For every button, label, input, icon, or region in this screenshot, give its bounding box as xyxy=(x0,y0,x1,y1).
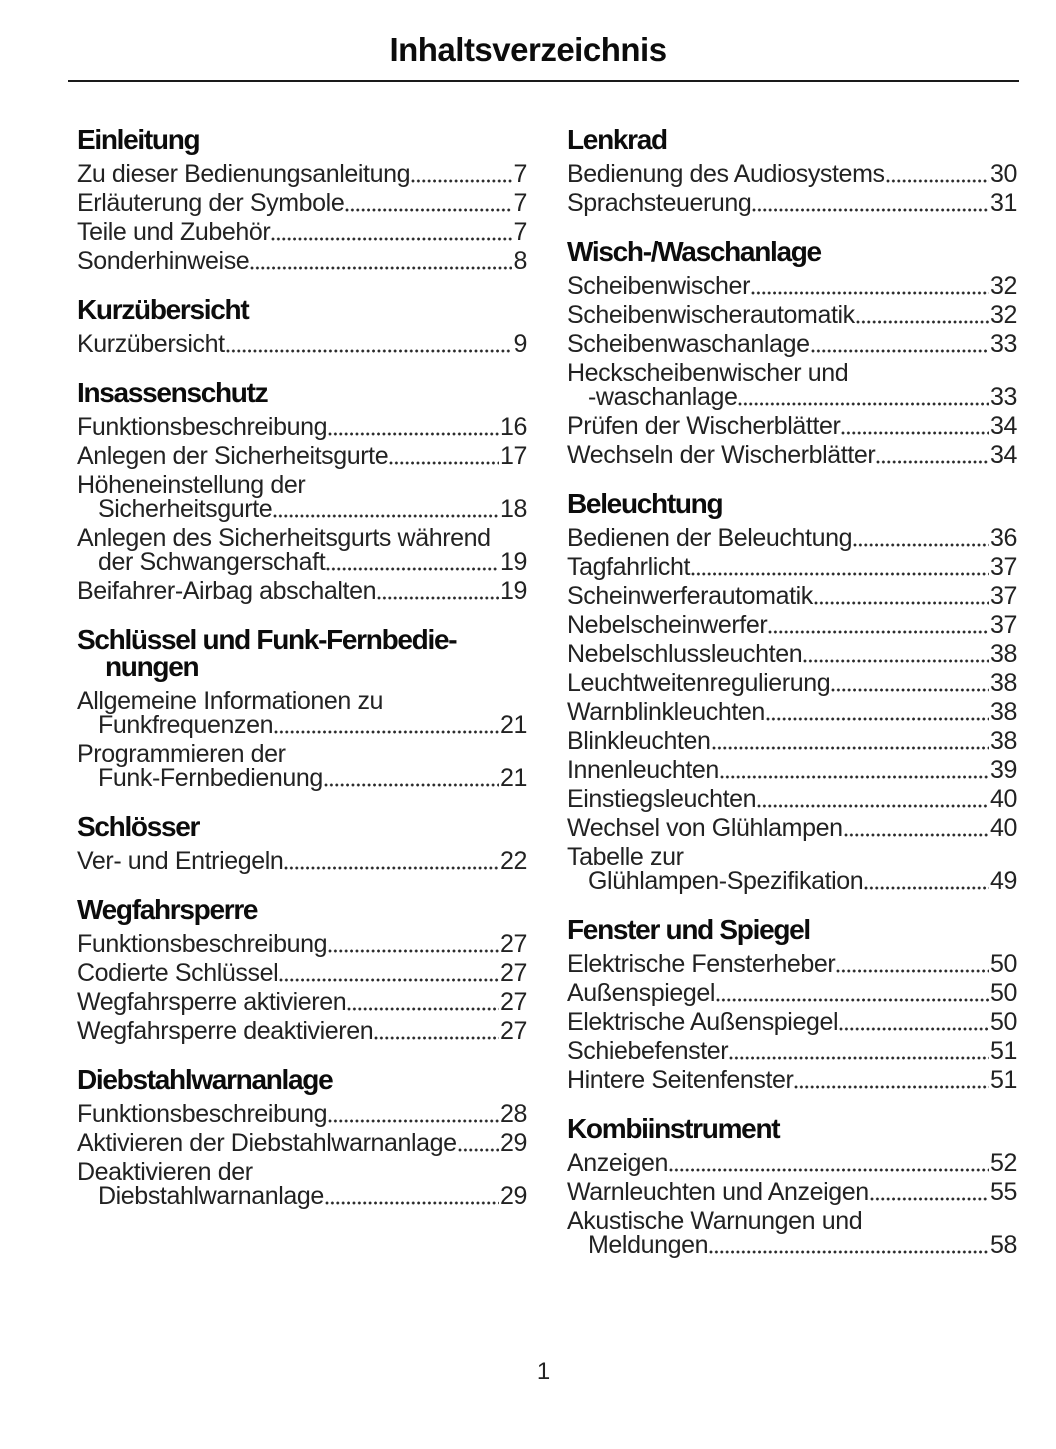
toc-entry-row xyxy=(567,1039,1017,1063)
toc-entry-label: Zu dieser Bedienungsanleitung xyxy=(77,160,411,188)
toc-entry-label: Anlegen der Sicherheitsgurte xyxy=(77,442,389,470)
toc-entry-row xyxy=(77,1102,527,1126)
section-heading xyxy=(567,126,1017,153)
toc-entry-label: Scheibenwischerautomatik xyxy=(567,301,855,329)
toc-entry-label: der Schwangerschaft xyxy=(98,548,326,576)
toc-entry-page: 37 xyxy=(989,553,1017,581)
toc-entry-label: Elektrische Fensterheber xyxy=(567,950,836,978)
leader-dots xyxy=(410,162,513,186)
toc-entry-row xyxy=(567,700,1017,724)
toc-entry-row xyxy=(567,787,1017,811)
toc-entry-page: 34 xyxy=(989,441,1017,469)
toc-entry xyxy=(77,961,527,985)
toc-entry-row xyxy=(567,1068,1017,1092)
leader-dots xyxy=(869,1180,990,1204)
leader-dots xyxy=(835,952,990,976)
toc-entry-page: 29 xyxy=(499,1129,527,1157)
toc-entry-row xyxy=(567,162,1017,186)
toc-entry-label: Sprachsteuerung xyxy=(567,189,752,217)
toc-entry-page: 39 xyxy=(989,756,1017,784)
toc-entry-label: Wechsel von Glühlampen xyxy=(567,814,843,842)
toc-entry-row xyxy=(567,526,1017,550)
toc-entry-label: Funktionsbeschreibung xyxy=(77,1100,328,1128)
toc-entry xyxy=(567,443,1017,467)
section-heading-line: Lenkrad xyxy=(567,124,667,155)
toc-entry-page: 37 xyxy=(989,611,1017,639)
section-heading-line: Beleuchtung xyxy=(567,488,723,519)
toc-entry xyxy=(567,191,1017,215)
section-heading-line: Schlüssel und Funk-Fernbedie- xyxy=(77,624,457,655)
toc-entry-label: Aktivieren der Diebstahlwarnanlage xyxy=(77,1129,457,1157)
toc-entry-label: Programmieren der xyxy=(77,740,286,768)
toc-entry-page: 33 xyxy=(989,330,1017,358)
toc-entry-row xyxy=(77,444,527,468)
toc-entry-row xyxy=(77,849,527,873)
toc-entry-page: 27 xyxy=(499,930,527,958)
toc-entry xyxy=(567,555,1017,579)
leader-dots xyxy=(270,220,513,244)
leader-dots xyxy=(668,1151,990,1175)
toc-entry xyxy=(567,414,1017,438)
toc-entry-label: Meldungen xyxy=(588,1231,709,1259)
toc-entry-page: 28 xyxy=(499,1100,527,1128)
toc-entry xyxy=(567,361,1017,409)
toc-entry-page: 16 xyxy=(499,413,527,441)
toc-entry-page: 30 xyxy=(989,160,1017,188)
toc-entry xyxy=(567,845,1017,893)
leader-dots xyxy=(249,249,513,273)
toc-entry-row xyxy=(567,443,1017,467)
toc-entry-row xyxy=(567,613,1017,637)
toc-entry-label: Funktionsbeschreibung xyxy=(77,930,328,958)
toc-entry-row xyxy=(77,766,527,790)
toc-entry-label: Heckscheibenwischer und xyxy=(567,359,849,387)
toc-entry-page: 27 xyxy=(499,1017,527,1045)
toc-entry-page: 37 xyxy=(989,582,1017,610)
toc-entry-row xyxy=(567,274,1017,298)
leader-dots xyxy=(830,671,990,695)
toc-entry-label: Elektrische Außenspiegel xyxy=(567,1008,839,1036)
leader-dots xyxy=(323,766,500,790)
toc-entry-page: 55 xyxy=(989,1178,1017,1206)
toc-entry xyxy=(567,952,1017,976)
toc-section xyxy=(77,379,527,603)
toc-entry-label: Bedienung des Audiosystems xyxy=(567,160,885,188)
toc-entry-label: Einstiegsleuchten xyxy=(567,785,757,813)
toc-entry xyxy=(567,758,1017,782)
toc-entry-row xyxy=(567,332,1017,356)
toc-entry-page: 50 xyxy=(989,979,1017,1007)
toc-entry-page: 51 xyxy=(989,1037,1017,1065)
toc-entry-page: 19 xyxy=(499,577,527,605)
toc-entry-row xyxy=(77,1019,527,1043)
leader-dots xyxy=(838,1010,990,1034)
toc-entry-row xyxy=(77,191,527,215)
toc-entry-page: 51 xyxy=(989,1066,1017,1094)
toc-entry xyxy=(567,526,1017,550)
toc-entry-label: Schiebefenster xyxy=(567,1037,729,1065)
toc-entry-label: Sicherheitsgurte xyxy=(98,495,273,523)
toc-entry-row xyxy=(77,1184,527,1208)
toc-section xyxy=(77,626,527,790)
toc-entry-page: 32 xyxy=(989,272,1017,300)
toc-section xyxy=(77,296,527,356)
toc-entry xyxy=(567,332,1017,356)
leader-dots xyxy=(728,1039,990,1063)
toc-section xyxy=(567,916,1017,1092)
toc-entry-label: Erläuterung der Symbole xyxy=(77,189,345,217)
leader-dots xyxy=(273,713,500,737)
toc-entry xyxy=(77,1102,527,1126)
toc-entry xyxy=(77,742,527,790)
leader-dots xyxy=(225,332,514,356)
toc-entry-label: Funkfrequenzen xyxy=(98,711,274,739)
section-heading-line: Einleitung xyxy=(77,124,200,155)
leader-dots xyxy=(756,787,990,811)
toc-column-right xyxy=(567,126,1017,1262)
toc-entry-page: 27 xyxy=(499,959,527,987)
toc-entry-label: Wegfahrsperre aktivieren xyxy=(77,988,347,1016)
leader-dots xyxy=(278,961,500,985)
toc-entry-label: Innenleuchten xyxy=(567,756,719,784)
toc-entry-row xyxy=(567,1233,1017,1257)
section-heading xyxy=(77,379,527,406)
toc-entry xyxy=(77,162,527,186)
leader-dots xyxy=(863,869,990,893)
toc-entry-row xyxy=(77,550,527,574)
toc-entry-page: 50 xyxy=(989,1008,1017,1036)
toc-entry-label: Ver- und Entriegeln xyxy=(77,847,284,875)
leader-dots xyxy=(708,1233,990,1257)
toc-entry-label: Funktionsbeschreibung xyxy=(77,413,328,441)
toc-entry-row xyxy=(77,713,527,737)
toc-entry-label: Funk-Fernbedienung xyxy=(98,764,323,792)
toc-entry-page: 58 xyxy=(989,1231,1017,1259)
toc-entry-row xyxy=(567,1151,1017,1175)
toc-entry-row xyxy=(77,249,527,273)
toc-entry xyxy=(567,1039,1017,1063)
toc-entry-page: 52 xyxy=(989,1149,1017,1177)
toc-entry xyxy=(567,1151,1017,1175)
toc-column-left xyxy=(77,126,527,1262)
toc-entry-row xyxy=(567,869,1017,893)
toc-entry xyxy=(77,526,527,574)
toc-entry-row xyxy=(77,220,527,244)
section-heading xyxy=(567,238,1017,265)
leader-dots xyxy=(750,274,990,298)
toc-entry xyxy=(567,981,1017,1005)
toc-columns xyxy=(0,82,1056,1262)
section-heading-line: Insassenschutz xyxy=(77,377,268,408)
section-heading xyxy=(77,1066,527,1093)
toc-entry xyxy=(567,700,1017,724)
toc-entry-row xyxy=(567,758,1017,782)
toc-entry xyxy=(567,671,1017,695)
toc-entry-page: 22 xyxy=(499,847,527,875)
toc-entry xyxy=(77,191,527,215)
toc-entry-page: 21 xyxy=(499,764,527,792)
toc-entry-page: 32 xyxy=(989,301,1017,329)
toc-entry-page: 27 xyxy=(499,988,527,1016)
leader-dots xyxy=(852,526,990,550)
toc-entry xyxy=(567,303,1017,327)
toc-entry-label: Warnblinkleuchten xyxy=(567,698,765,726)
toc-entry-row xyxy=(567,385,1017,409)
leader-dots xyxy=(767,613,990,637)
leader-dots xyxy=(875,443,990,467)
toc-entry-row xyxy=(567,414,1017,438)
toc-entry-label: Beifahrer-Airbag abschalten xyxy=(77,577,377,605)
toc-entry-page: 38 xyxy=(989,727,1017,755)
toc-entry-page: 21 xyxy=(499,711,527,739)
toc-entry-page: 50 xyxy=(989,950,1017,978)
leader-dots xyxy=(388,444,500,468)
toc-section xyxy=(77,813,527,873)
toc-entry-label: Codierte Schlüssel xyxy=(77,959,279,987)
toc-entry-label: Höheneinstellung der xyxy=(77,471,306,499)
toc-entry-label: Tabelle zur xyxy=(567,843,684,871)
leader-dots xyxy=(715,981,990,1005)
leader-dots xyxy=(802,642,990,666)
toc-entry-label: Scheibenwaschanlage xyxy=(567,330,810,358)
toc-entry-page: 49 xyxy=(989,867,1017,895)
toc-entry-page: 8 xyxy=(513,247,527,275)
toc-entry-label: Anlegen des Sicherheitsgurts während xyxy=(77,524,491,552)
toc-entry-page: 38 xyxy=(989,669,1017,697)
leader-dots xyxy=(719,758,990,782)
toc-entry-label: Allgemeine Informationen zu xyxy=(77,687,384,715)
section-heading xyxy=(77,813,527,840)
toc-entry-label: Bedienen der Beleuchtung xyxy=(567,524,853,552)
toc-entry xyxy=(567,729,1017,753)
leader-dots xyxy=(272,497,500,521)
toc-entry-row xyxy=(567,729,1017,753)
leader-dots xyxy=(346,990,500,1014)
toc-entry-row xyxy=(77,497,527,521)
toc-entry xyxy=(77,932,527,956)
toc-entry xyxy=(77,849,527,873)
toc-entry xyxy=(567,1068,1017,1092)
section-heading-line: Kombiinstrument xyxy=(567,1113,780,1144)
leader-dots xyxy=(885,162,990,186)
section-heading xyxy=(567,1115,1017,1142)
section-heading-line: Wisch-/Waschanlage xyxy=(567,236,821,267)
toc-entry-label: Prüfen der Wischerblätter xyxy=(567,412,841,440)
toc-entry-label: Warnleuchten und Anzeigen xyxy=(567,1178,869,1206)
toc-entry-page: 19 xyxy=(499,548,527,576)
toc-entry xyxy=(77,220,527,244)
toc-entry-row xyxy=(567,642,1017,666)
toc-entry-label: Wechseln der Wischerblätter xyxy=(567,441,876,469)
toc-entry xyxy=(567,1209,1017,1257)
leader-dots xyxy=(765,700,990,724)
section-heading-line: Schlösser xyxy=(77,811,200,842)
leader-dots xyxy=(843,816,990,840)
toc-entry-row xyxy=(567,555,1017,579)
leader-dots xyxy=(690,555,990,579)
toc-entry-row xyxy=(567,1010,1017,1034)
toc-entry-row xyxy=(77,162,527,186)
toc-entry-page: 7 xyxy=(513,189,527,217)
toc-entry-row xyxy=(77,1131,527,1155)
toc-entry xyxy=(77,1160,527,1208)
leader-dots xyxy=(376,579,500,603)
toc-entry-row xyxy=(567,952,1017,976)
toc-entry-label: Glühlampen-Spezifikation xyxy=(588,867,864,895)
toc-entry xyxy=(77,415,527,439)
toc-entry-label: Tagfahrlicht xyxy=(567,553,691,581)
toc-entry xyxy=(567,642,1017,666)
leader-dots xyxy=(793,1068,990,1092)
leader-dots xyxy=(283,849,500,873)
toc-entry-page: 29 xyxy=(499,1182,527,1210)
toc-entry xyxy=(77,332,527,356)
toc-entry-label: Deaktivieren der xyxy=(77,1158,253,1186)
toc-entry-page: 38 xyxy=(989,640,1017,668)
toc-section xyxy=(567,126,1017,215)
toc-entry-row xyxy=(567,584,1017,608)
leader-dots xyxy=(457,1131,500,1155)
toc-entry-row xyxy=(77,332,527,356)
leader-dots xyxy=(840,414,990,438)
section-heading-line: Diebstahlwarnanlage xyxy=(77,1064,333,1095)
toc-entry-row xyxy=(567,981,1017,1005)
toc-entry-label: Nebelscheinwerfer xyxy=(567,611,768,639)
toc-section xyxy=(77,1066,527,1208)
toc-entry-label: Sonderhinweise xyxy=(77,247,250,275)
section-heading-line: nungen xyxy=(105,651,199,682)
leader-dots xyxy=(813,584,990,608)
toc-entry-page: 40 xyxy=(989,814,1017,842)
leader-dots xyxy=(855,303,990,327)
toc-entry xyxy=(567,1010,1017,1034)
toc-entry-label: -waschanlage xyxy=(588,383,738,411)
toc-entry xyxy=(77,249,527,273)
toc-section xyxy=(567,490,1017,893)
toc-entry-page: 17 xyxy=(499,442,527,470)
toc-entry xyxy=(567,584,1017,608)
toc-entry xyxy=(77,444,527,468)
toc-entry-page: 18 xyxy=(499,495,527,523)
toc-entry xyxy=(567,162,1017,186)
toc-entry-label: Scheinwerferautomatik xyxy=(567,582,813,610)
toc-entry-row xyxy=(567,816,1017,840)
toc-entry-label: Wegfahrsperre deaktivieren xyxy=(77,1017,374,1045)
leader-dots xyxy=(324,1184,500,1208)
section-heading xyxy=(77,126,527,153)
page-number: 1 xyxy=(536,1358,551,1385)
page-title: Inhaltsverzeichnis xyxy=(389,31,667,68)
toc-section xyxy=(567,1115,1017,1257)
section-heading xyxy=(77,296,527,323)
section-heading xyxy=(567,490,1017,517)
toc-entry-page: 31 xyxy=(989,189,1017,217)
toc-entry-label: Teile und Zubehör xyxy=(77,218,271,246)
toc-entry-page: 36 xyxy=(989,524,1017,552)
leader-dots xyxy=(810,332,990,356)
toc-entry xyxy=(77,990,527,1014)
leader-dots xyxy=(373,1019,500,1043)
toc-entry-label: Akustische Warnungen und xyxy=(567,1207,863,1235)
toc-entry xyxy=(567,816,1017,840)
toc-entry xyxy=(567,613,1017,637)
toc-entry-page: 7 xyxy=(513,218,527,246)
toc-entry xyxy=(77,473,527,521)
toc-entry-label: Scheibenwischer xyxy=(567,272,750,300)
section-heading xyxy=(77,896,527,923)
toc-entry-page: 7 xyxy=(513,160,527,188)
toc-entry-row xyxy=(567,1180,1017,1204)
toc-entry-row xyxy=(77,415,527,439)
toc-entry-page: 9 xyxy=(513,330,527,358)
toc-entry-label: Blinkleuchten xyxy=(567,727,711,755)
toc-entry xyxy=(77,579,527,603)
toc-entry-page: 38 xyxy=(989,698,1017,726)
toc-entry xyxy=(567,787,1017,811)
toc-entry-label: Leuchtweitenregulierung xyxy=(567,669,831,697)
toc-entry-row xyxy=(567,303,1017,327)
toc-entry-label: Nebelschlussleuchten xyxy=(567,640,803,668)
toc-entry-label: Außenspiegel xyxy=(567,979,716,1007)
toc-entry-label: Hintere Seitenfenster xyxy=(567,1066,794,1094)
leader-dots xyxy=(751,191,990,215)
leader-dots xyxy=(327,415,500,439)
leader-dots xyxy=(344,191,513,215)
toc-entry xyxy=(77,1019,527,1043)
toc-entry-label: Diebstahlwarnanlage xyxy=(98,1182,324,1210)
section-heading-line: Kurzübersicht xyxy=(77,294,249,325)
leader-dots xyxy=(327,932,500,956)
toc-entry xyxy=(567,274,1017,298)
leader-dots xyxy=(711,729,990,753)
section-heading xyxy=(77,626,527,680)
toc-entry-row xyxy=(77,579,527,603)
toc-entry-page: 33 xyxy=(989,383,1017,411)
toc-entry-page: 40 xyxy=(989,785,1017,813)
toc-entry xyxy=(77,689,527,737)
toc-section xyxy=(567,238,1017,467)
toc-entry-row xyxy=(567,671,1017,695)
toc-entry-row xyxy=(77,932,527,956)
toc-entry xyxy=(77,1131,527,1155)
toc-entry-label: Kurzübersicht xyxy=(77,330,225,358)
toc-entry-row xyxy=(77,990,527,1014)
leader-dots xyxy=(737,385,990,409)
toc-section xyxy=(77,896,527,1043)
section-heading-line: Fenster und Spiegel xyxy=(567,914,810,945)
toc-entry-label: Anzeigen xyxy=(567,1149,669,1177)
toc-entry xyxy=(567,1180,1017,1204)
toc-section xyxy=(77,126,527,273)
leader-dots xyxy=(325,550,500,574)
toc-entry-page: 34 xyxy=(989,412,1017,440)
section-heading-line: Wegfahrsperre xyxy=(77,894,258,925)
toc-entry-row xyxy=(77,961,527,985)
section-heading xyxy=(567,916,1017,943)
toc-entry-row xyxy=(567,191,1017,215)
leader-dots xyxy=(327,1102,500,1126)
